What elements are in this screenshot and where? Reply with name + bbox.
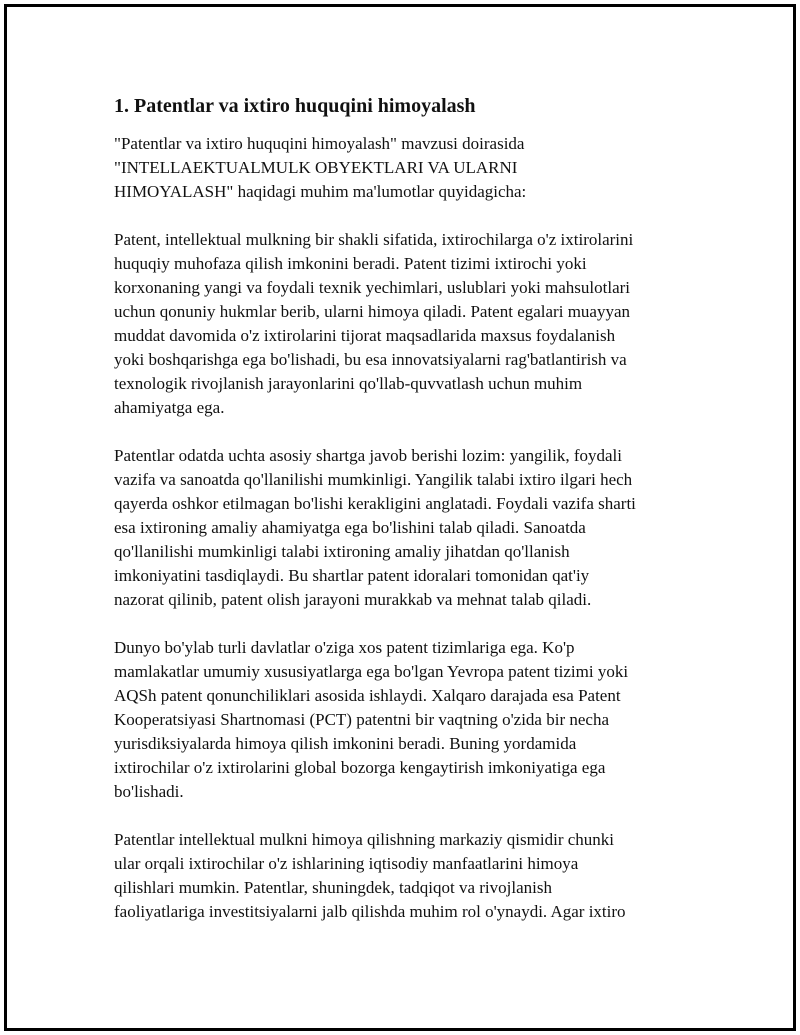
paragraph-patent-conditions: Patentlar odatda uchta asosiy shartga javob berishi lozim: yangilik, foydali vazifa va sanoatda qo'llanilishi mumkinligi. Yangilik talabi ixtiro ilgari hech qayerda oshkor etilmagan bo'lishi kerakligini anglatadi. Foydali vazifa sharti esa ixtironing amaliy ahamiyatga ega bo'lishini talab qiladi. Sanoatda qo'llanilishi mumkinligi talabi ixtironing amaliy jihatdan qo'llanish imkoniyatini tasdiqlaydi. Bu shartlar patent idoralari tomonidan qat'iy nazorat qilinib, patent olish jarayoni murakkab va mehnat talab qiladi. xyxy=(114,446,636,609)
document-body xyxy=(114,94,694,948)
section-heading: 1. Patentlar va ixtiro huquqini himoyalash xyxy=(114,95,476,117)
paragraph-patent-definition: Patent, intellektual mulkning bir shakli sifatida, ixtirochilarga o'z ixtirolarini huquqiy muhofaza qilish imkonini beradi. Patent tizimi ixtirochi yoki korxonaning yangi va foydali texnik yechimlari, uslublari yoki mahsulotlari uchun qonuniy hukmlar berib, ularni himoya qiladi. Patent egalari muayyan muddat davomida o'z ixtirolarini tijorat maqsadlarida maxsus foydalanish yoki boshqarishga ega bo'lishadi, bu esa innovatsiyalarni rag'batlantirish va texnologik rivojlanish jarayonlarini qo'llab-quvvatlash uchun muhim ahamiyatga ega. xyxy=(114,230,634,417)
paragraph-intro: "Patentlar va ixtiro huquqini himoyalash" mavzusi doirasida "INTELLAEKTUALMULK OBYEKTLARI VA ULARNI HIMOYALASH" haqidagi muhim ma'lumotlar quyidagicha: xyxy=(114,134,527,201)
paragraph-patent-importance: Patentlar intellektual mulkni himoya qilishning markaziy qismidir chunki ular orqali ixtirochilar o'z ishlarining iqtisodiy manfaatlarini himoya qilishlari mumkin. Patentlar, shuningdek, tadqiqot va rivojlanish faoliyatlariga investitsiyalarni jalb qilishda muhim rol o'ynaydi. Agar ixtiro xyxy=(114,830,626,921)
paragraph-patent-systems: Dunyo bo'ylab turli davlatlar o'ziga xos patent tizimlariga ega. Ko'p mamlakatlar umumiy xususiyatlarga ega bo'lgan Yevropa patent tizimi yoki AQSh patent qonunchiliklari asosida ishlaydi. Xalqaro darajada esa Patent Kooperatsiyasi Shartnomasi (PCT) patentni bir vaqtning o'zida bir necha yurisdiksiyalarda himoya qilish imkonini beradi. Buning yordamida ixtirochilar o'z ixtirolarini global bozorga kengaytirish imkoniyatiga ega bo'lishadi. xyxy=(114,638,629,801)
